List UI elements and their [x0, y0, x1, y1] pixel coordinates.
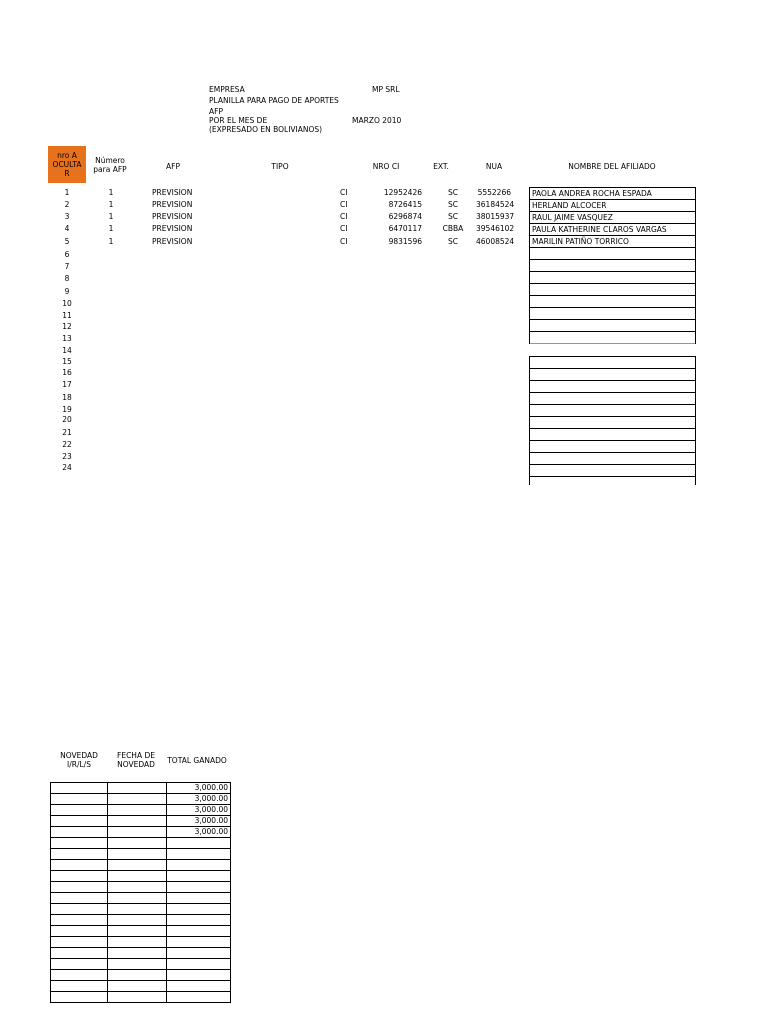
- mes-value: MARZO 2010: [352, 116, 402, 125]
- fecha-novedad-cell[interactable]: [108, 937, 167, 948]
- name-cell[interactable]: [530, 357, 695, 369]
- table-row: [51, 959, 231, 970]
- row-number: 4: [64, 224, 70, 233]
- column-header-numero-afp: Número para AFP: [93, 156, 127, 174]
- row-numero-afp: 1: [108, 224, 114, 233]
- row-number: 1: [64, 188, 70, 197]
- total-ganado-cell[interactable]: 3,000.00: [167, 827, 231, 838]
- total-ganado-cell[interactable]: [167, 849, 231, 860]
- total-ganado-cell[interactable]: [167, 981, 231, 992]
- name-cell[interactable]: [530, 465, 695, 477]
- column-header-fecha-novedad: FECHA DE NOVEDAD: [117, 751, 155, 769]
- name-cell[interactable]: [530, 369, 695, 381]
- name-cell[interactable]: HERLAND ALCOCER: [530, 200, 695, 212]
- novedad-cell[interactable]: [51, 805, 108, 816]
- total-ganado-cell[interactable]: [167, 915, 231, 926]
- total-ganado-cell[interactable]: [167, 959, 231, 970]
- fecha-novedad-cell[interactable]: [108, 959, 167, 970]
- name-cell[interactable]: PAOLA ANDREA ROCHA ESPADA: [530, 188, 695, 200]
- name-cell[interactable]: [530, 284, 695, 296]
- novedad-cell[interactable]: [51, 860, 108, 871]
- fecha-novedad-cell[interactable]: [108, 794, 167, 805]
- novedad-cell[interactable]: [51, 838, 108, 849]
- fecha-novedad-cell[interactable]: [108, 893, 167, 904]
- table-row: [51, 849, 231, 860]
- table-row: [51, 970, 231, 981]
- novedad-cell[interactable]: [51, 948, 108, 959]
- row-tipo: CI: [340, 200, 348, 209]
- row-number: 17: [62, 380, 72, 389]
- fecha-novedad-cell[interactable]: [108, 783, 167, 794]
- row-ext: SC: [448, 188, 458, 197]
- fecha-novedad-cell[interactable]: [108, 970, 167, 981]
- row-ci: 6296874: [388, 212, 422, 221]
- table-row: [51, 882, 231, 893]
- row-ext: SC: [448, 237, 458, 246]
- total-ganado-cell[interactable]: 3,000.00: [167, 794, 231, 805]
- row-nua: 38015937: [476, 212, 515, 221]
- mes-label: POR EL MES DE: [209, 116, 268, 125]
- table-row: [51, 904, 231, 915]
- column-header-novedad: NOVEDAD I/R/L/S: [60, 751, 98, 769]
- total-ganado-cell[interactable]: [167, 937, 231, 948]
- fecha-novedad-cell[interactable]: [108, 948, 167, 959]
- row-numero-afp: 1: [108, 212, 114, 221]
- novedad-cell[interactable]: [51, 849, 108, 860]
- name-cell[interactable]: [530, 441, 695, 453]
- name-cell[interactable]: PAULA KATHERINE CLAROS VARGAS: [530, 224, 695, 236]
- row-tipo: CI: [340, 188, 348, 197]
- total-ganado-cell[interactable]: [167, 860, 231, 871]
- row-number: 9: [64, 287, 70, 296]
- totals-table: [50, 782, 231, 1003]
- name-cell[interactable]: [530, 260, 695, 272]
- total-ganado-cell[interactable]: [167, 948, 231, 959]
- column-header-afp: AFP: [166, 162, 180, 171]
- column-header-total-ganado: TOTAL GANADO: [167, 756, 227, 765]
- table-row: [51, 992, 231, 1003]
- row-number: 6: [64, 250, 70, 259]
- novedad-cell[interactable]: [51, 981, 108, 992]
- row-numero-afp: 1: [108, 188, 114, 197]
- novedad-cell[interactable]: [51, 893, 108, 904]
- novedad-cell[interactable]: [51, 827, 108, 838]
- fecha-novedad-cell[interactable]: [108, 838, 167, 849]
- row-tipo: CI: [340, 237, 348, 246]
- row-numero-afp: 1: [108, 200, 114, 209]
- column-header-tipo: TIPO: [271, 162, 289, 171]
- table-row: [51, 838, 231, 849]
- row-number: 20: [62, 415, 72, 424]
- fecha-novedad-cell[interactable]: [108, 827, 167, 838]
- fecha-novedad-cell[interactable]: [108, 904, 167, 915]
- table-row: [51, 893, 231, 904]
- afp-label: AFP: [209, 107, 223, 116]
- row-afp: PREVISION: [152, 212, 193, 221]
- row-number: 24: [62, 463, 72, 472]
- row-number: 18: [62, 393, 72, 402]
- name-cell[interactable]: [530, 393, 695, 405]
- row-number: 16: [62, 368, 72, 377]
- row-number: 2: [64, 200, 70, 209]
- names-column-upper: [529, 187, 696, 344]
- name-cell[interactable]: [530, 429, 695, 441]
- table-row: [51, 794, 231, 805]
- total-ganado-cell[interactable]: [167, 838, 231, 849]
- row-number: 7: [64, 262, 70, 271]
- total-ganado-cell[interactable]: [167, 882, 231, 893]
- row-numero-afp: 1: [108, 237, 114, 246]
- row-afp: PREVISION: [152, 200, 193, 209]
- fecha-novedad-cell[interactable]: [108, 805, 167, 816]
- empresa-label: EMPRESA: [209, 85, 245, 94]
- row-nua: 39546102: [476, 224, 515, 233]
- total-ganado-cell[interactable]: [167, 904, 231, 915]
- name-cell[interactable]: [530, 272, 695, 284]
- table-row: [51, 827, 231, 838]
- table-row: [51, 926, 231, 937]
- novedad-cell[interactable]: [51, 992, 108, 1003]
- row-ext: SC: [448, 212, 458, 221]
- novedad-cell[interactable]: [51, 816, 108, 827]
- novedad-cell[interactable]: [51, 871, 108, 882]
- name-cell[interactable]: [530, 332, 695, 344]
- row-number: 3: [64, 212, 70, 221]
- total-ganado-cell[interactable]: [167, 992, 231, 1003]
- fecha-novedad-cell[interactable]: [108, 871, 167, 882]
- table-row: [51, 783, 231, 794]
- row-number: 22: [62, 440, 72, 449]
- total-ganado-cell[interactable]: [167, 893, 231, 904]
- fecha-novedad-cell[interactable]: [108, 981, 167, 992]
- row-number: 8: [64, 274, 70, 283]
- fecha-novedad-cell[interactable]: [108, 992, 167, 1003]
- row-number: 11: [62, 311, 72, 320]
- row-nua: 46008524: [476, 237, 515, 246]
- total-ganado-cell[interactable]: [167, 926, 231, 937]
- name-cell[interactable]: [530, 417, 695, 429]
- table-row: [51, 860, 231, 871]
- row-ci: 8726415: [388, 200, 422, 209]
- row-tipo: CI: [340, 224, 348, 233]
- row-number: 13: [62, 334, 72, 343]
- name-cell[interactable]: [530, 381, 695, 393]
- novedad-cell[interactable]: [51, 915, 108, 926]
- row-number: 21: [62, 428, 72, 437]
- table-row: [51, 915, 231, 926]
- table-row: [51, 805, 231, 816]
- row-number: 5: [64, 237, 70, 246]
- column-header-nro-ci: NRO CI: [372, 162, 400, 171]
- row-ci: 9831596: [388, 237, 422, 246]
- name-cell[interactable]: MARILIN PATIÑO TORRICO: [530, 236, 695, 248]
- row-ext: SC: [448, 200, 458, 209]
- row-nua: 5552266: [477, 188, 511, 197]
- row-number: 15: [62, 357, 72, 366]
- table-row: [51, 871, 231, 882]
- novedad-cell[interactable]: [51, 937, 108, 948]
- novedad-cell[interactable]: [51, 904, 108, 915]
- name-cell[interactable]: [530, 405, 695, 417]
- empresa-value: MP SRL: [372, 85, 400, 94]
- table-row: [51, 816, 231, 827]
- row-afp: PREVISION: [152, 188, 193, 197]
- fecha-novedad-cell[interactable]: [108, 926, 167, 937]
- table-row: [51, 981, 231, 992]
- row-number: 19: [62, 405, 72, 414]
- name-cell[interactable]: [530, 320, 695, 332]
- row-ext: CBBA: [442, 224, 464, 233]
- total-ganado-cell[interactable]: [167, 970, 231, 981]
- row-number: 12: [62, 322, 72, 331]
- table-row: [51, 948, 231, 959]
- name-cell[interactable]: [530, 308, 695, 320]
- row-number: 23: [62, 452, 72, 461]
- total-ganado-cell[interactable]: 3,000.00: [167, 816, 231, 827]
- table-row: [51, 937, 231, 948]
- names-column-lower: [529, 356, 696, 485]
- row-tipo: CI: [340, 212, 348, 221]
- name-cell[interactable]: [530, 453, 695, 465]
- column-header-ext: EXT.: [433, 162, 449, 171]
- fecha-novedad-cell[interactable]: [108, 882, 167, 893]
- expresado-note: (EXPRESADO EN BOLIVIANOS): [209, 125, 323, 134]
- novedad-cell[interactable]: [51, 959, 108, 970]
- row-number: 14: [62, 346, 72, 355]
- name-cell[interactable]: RAUL JAIME VASQUEZ: [530, 212, 695, 224]
- novedad-cell[interactable]: [51, 783, 108, 794]
- row-ci: 12952426: [383, 188, 422, 197]
- column-header-nombre: NOMBRE DEL AFILIADO: [568, 162, 656, 171]
- name-cell[interactable]: [530, 248, 695, 260]
- planilla-title: PLANILLA PARA PAGO DE APORTES: [209, 96, 339, 105]
- row-afp: PREVISION: [152, 237, 193, 246]
- novedad-cell[interactable]: [51, 926, 108, 937]
- column-header-nro-ocultar-label: nro A OCULTA R: [52, 151, 82, 178]
- column-header-nro-ocultar: [48, 146, 86, 183]
- fecha-novedad-cell[interactable]: [108, 915, 167, 926]
- fecha-novedad-cell[interactable]: [108, 816, 167, 827]
- column-header-nua: NUA: [485, 162, 503, 171]
- novedad-cell[interactable]: [51, 882, 108, 893]
- name-cell[interactable]: [530, 296, 695, 308]
- total-ganado-cell[interactable]: 3,000.00: [167, 805, 231, 816]
- total-ganado-cell[interactable]: 3,000.00: [167, 783, 231, 794]
- fecha-novedad-cell[interactable]: [108, 860, 167, 871]
- row-ci: 6470117: [388, 224, 422, 233]
- fecha-novedad-cell[interactable]: [108, 849, 167, 860]
- novedad-cell[interactable]: [51, 970, 108, 981]
- row-nua: 36184524: [476, 200, 515, 209]
- row-number: 10: [62, 299, 72, 308]
- total-ganado-cell[interactable]: [167, 871, 231, 882]
- row-afp: PREVISION: [152, 224, 193, 233]
- novedad-cell[interactable]: [51, 794, 108, 805]
